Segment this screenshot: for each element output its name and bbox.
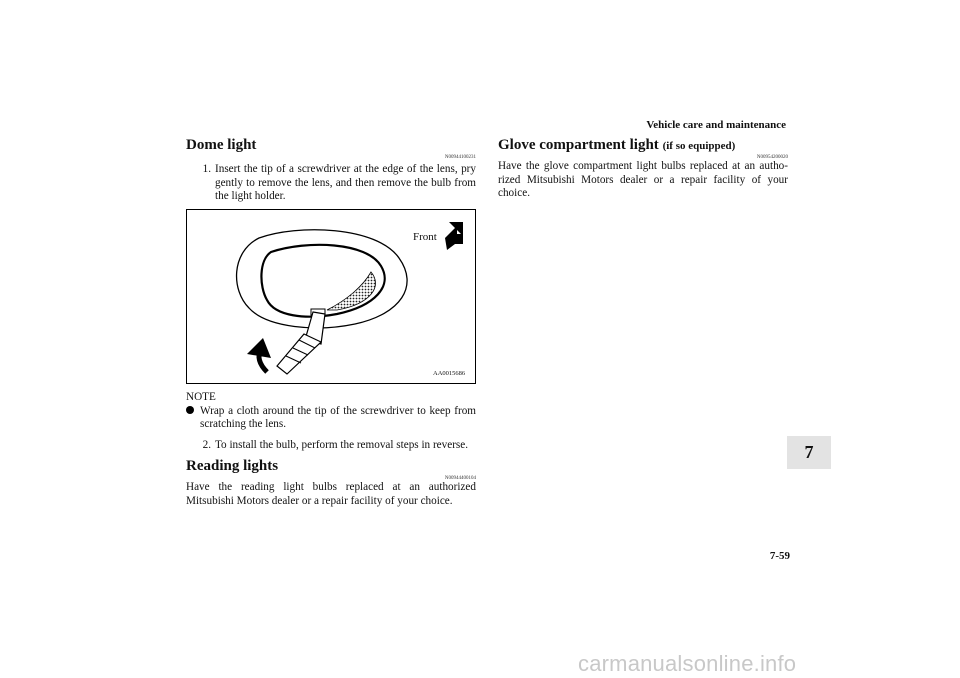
step-2-text: To install the bulb, perform the removal steps in reverse.: [215, 439, 469, 451]
note-block: [186, 391, 476, 432]
dome-light-step-2: [186, 439, 476, 453]
step-1-number: 1.: [202, 163, 211, 175]
glove-light-text: Have the glove compartment light bulbs replaced at an autho- rized Mitsubishi Motors dealer or a repair facility of your choice.: [498, 160, 788, 200]
figure-id: AA0015686: [433, 370, 466, 377]
dome-light-figure: [186, 209, 476, 384]
chapter-tab: 7: [787, 436, 831, 469]
bullet-icon: [186, 405, 198, 432]
page-number: 7-59: [769, 550, 790, 562]
reading-lights-heading: Reading lights: [186, 458, 279, 474]
step-1-text: Insert the tip of a screwdriver at the edge of the lens, pry gently to remove the lens, and then remove the bulb from the light holder.: [215, 163, 476, 203]
glove-light-heading-main: Glove compartment light: [498, 137, 659, 153]
step-2-number: 2.: [202, 439, 211, 451]
section-header: Vehicle care and maintenance: [646, 119, 786, 131]
glove-light-code: N00954200020: [756, 155, 788, 160]
reading-lights-text: Have the reading light bulbs replaced at an authorized Mitsubishi Motors dealer or a repair facility of your choice.: [186, 481, 476, 507]
dome-light-step-1: [186, 163, 476, 204]
front-label: Front: [413, 231, 437, 243]
dome-light-code: N00944100231: [444, 155, 476, 160]
watermark: carmanualsonline.info: [578, 651, 797, 676]
glove-light-heading-suffix: (if so equipped): [662, 140, 736, 152]
glove-light-heading: [498, 137, 735, 154]
reading-lights-code: N00944400104: [444, 476, 476, 481]
note-text: Wrap a cloth around the tip of the screwdriver to keep from scratching the lens.: [200, 404, 476, 431]
note-label: NOTE: [186, 391, 216, 403]
dome-light-heading: Dome light: [186, 137, 257, 153]
